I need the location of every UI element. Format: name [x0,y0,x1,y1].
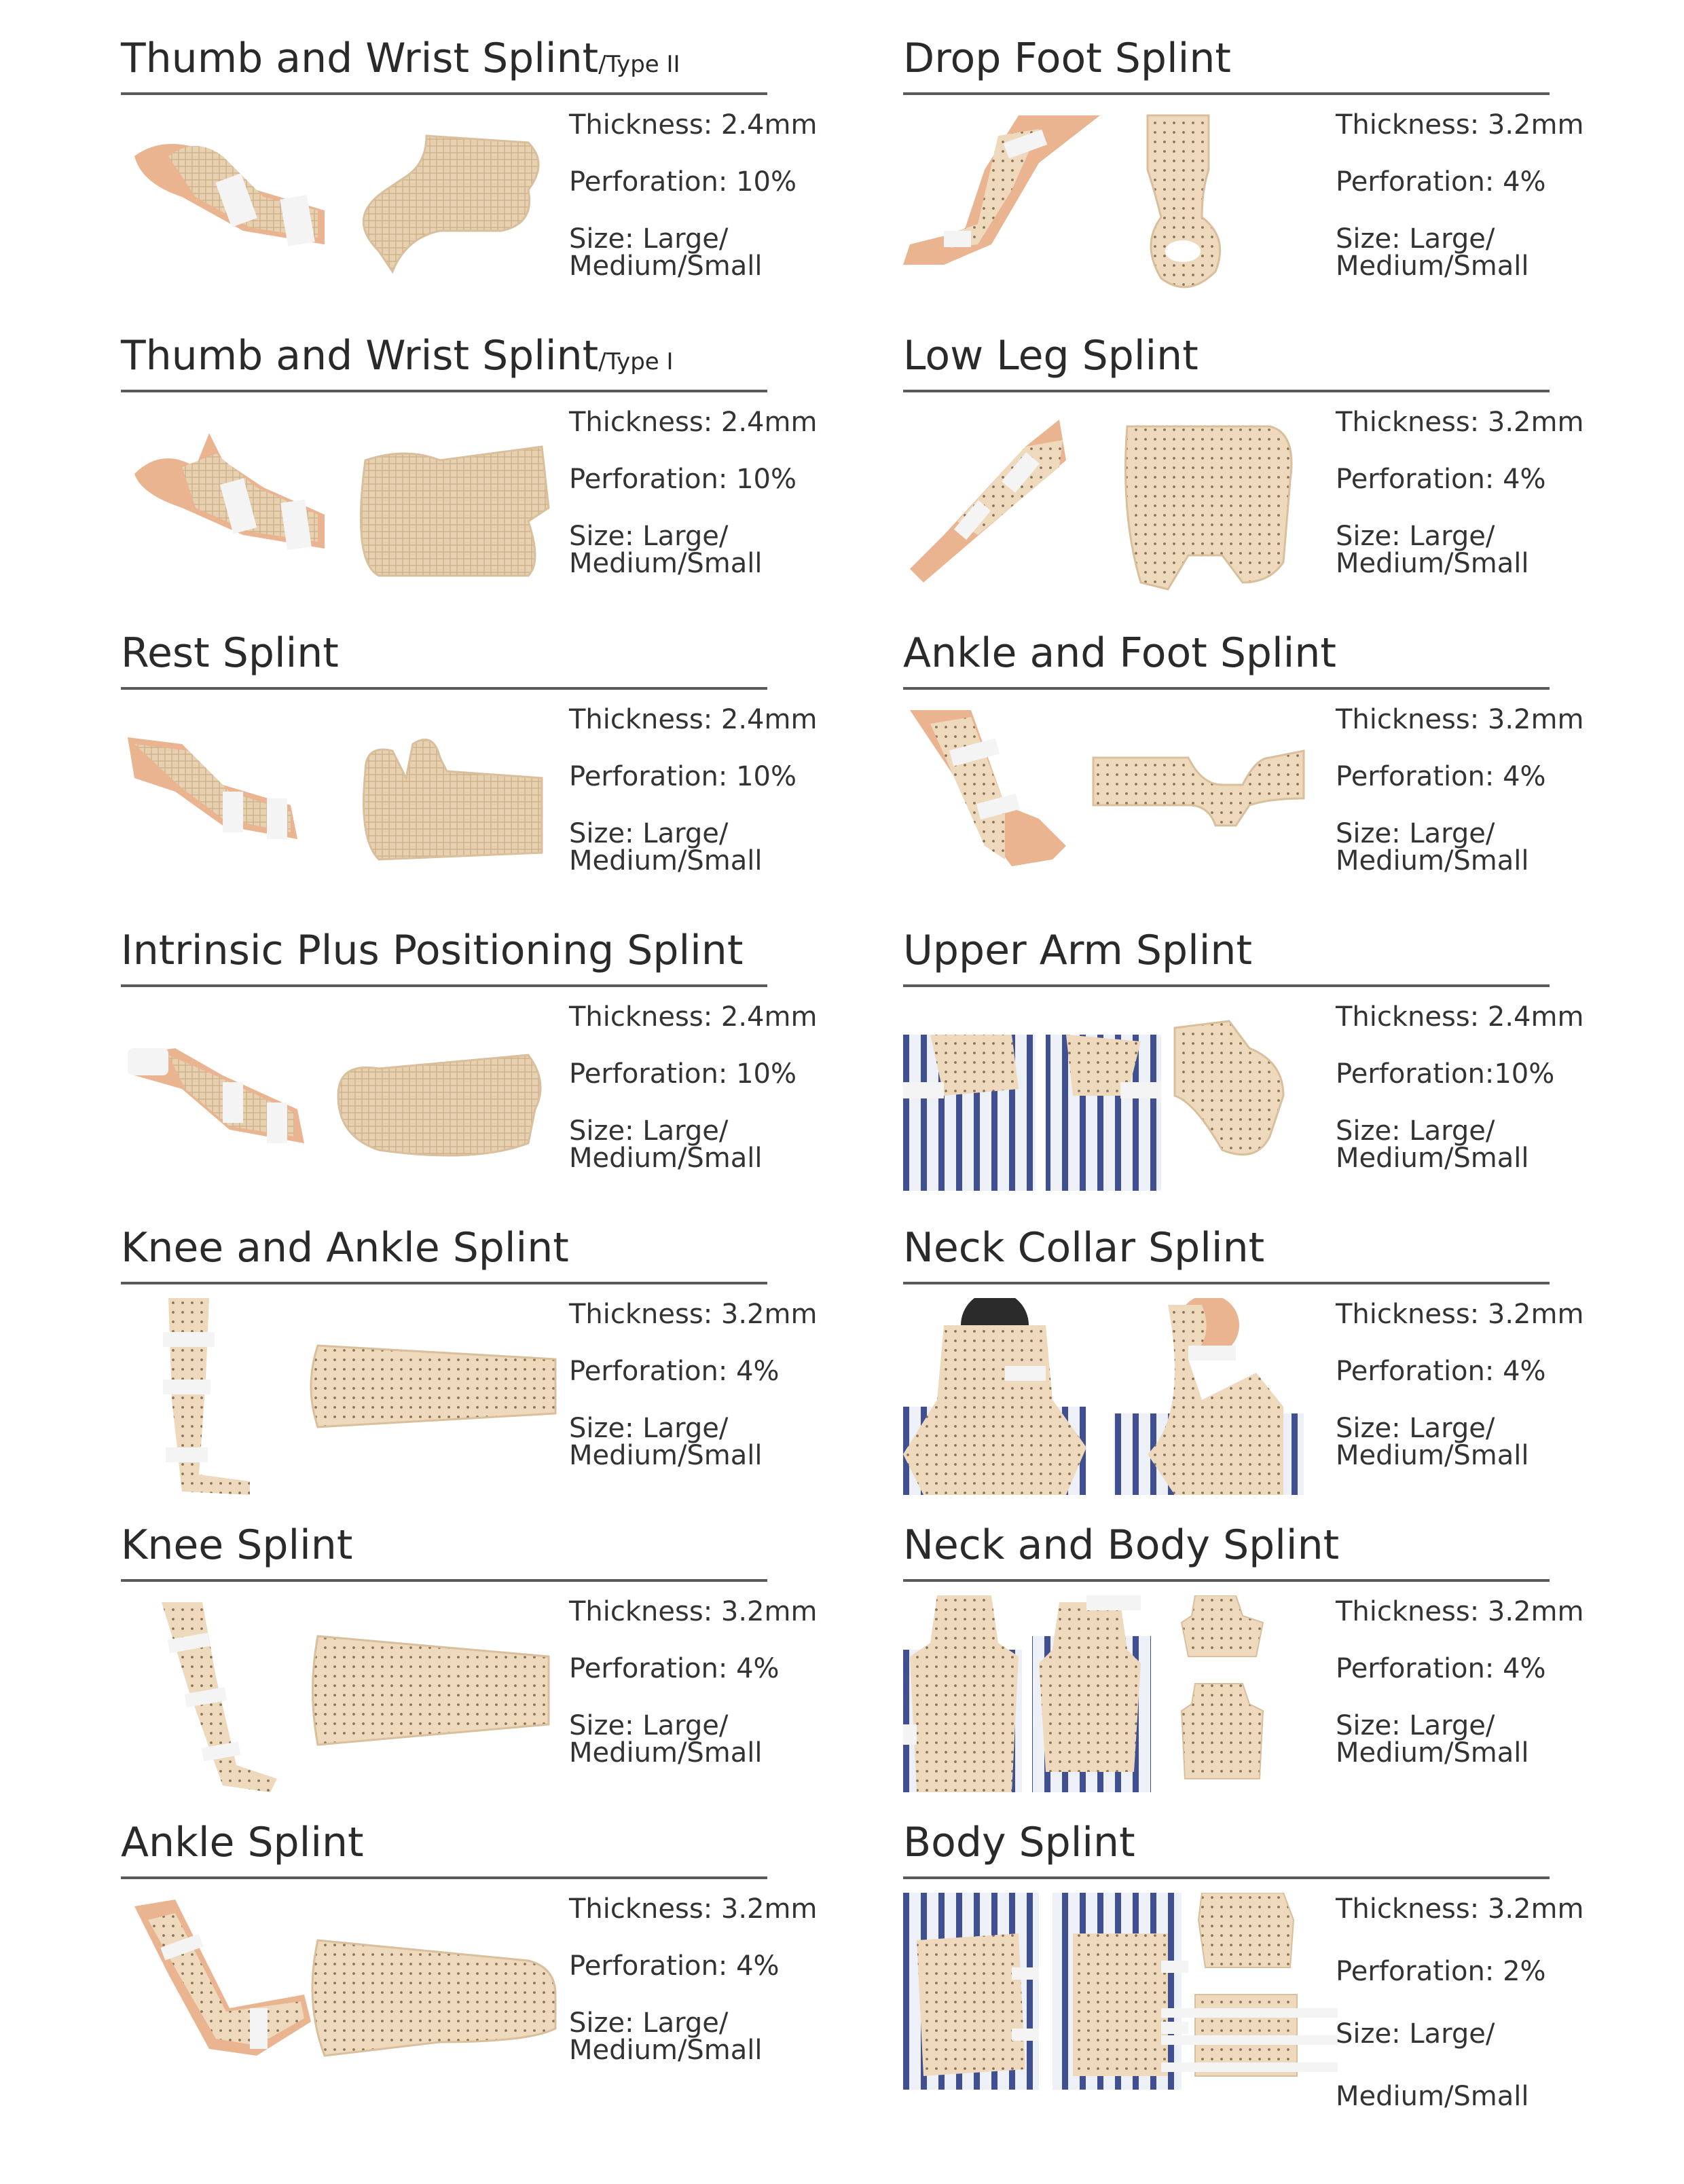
product-title: Intrinsic Plus Positioning Splint [121,927,744,974]
size-text: Size: Large/ [569,223,729,255]
perforation-text: Perforation: 10% [569,1058,797,1090]
product-image [121,1001,569,1204]
product-title: Low Leg Splint [903,332,1198,380]
perforation-text: Perforation: 4% [1336,761,1546,792]
product-card [903,926,1684,1221]
product-image [121,1893,569,2096]
product-card [121,1521,936,1815]
size-text: Size: Large/ [1336,1413,1495,1444]
product-title: Body Splint [903,1819,1135,1866]
product-image [121,1298,569,1502]
product-card [903,34,1684,329]
perforation-text: Perforation: 2% [1336,1956,1546,1987]
product-image [121,703,569,907]
size-text: Size: Large/ [1336,2018,1495,2050]
product-title: Upper Arm Splint [903,927,1252,974]
thickness-text: Thickness: 3.2mm [1336,1596,1584,1627]
size-text: Size: Large/ [1336,1115,1495,1147]
product-card [903,1818,1684,2158]
divider [903,1282,1550,1284]
perforation-text: Perforation:10% [1336,1058,1555,1090]
thickness-text: Thickness: 2.4mm [569,1001,818,1033]
product-title: Ankle Splint [121,1819,364,1866]
product-title: Ankle and Foot Splint [903,629,1336,677]
product-title: Neck and Body Splint [903,1521,1340,1569]
product-image [903,1298,1351,1502]
product-card [903,1521,1684,1815]
product-title: Thumb and Wrist Splint/Type I [121,332,674,380]
perforation-text: Perforation: 4% [569,1653,780,1684]
product-image [903,1595,1351,1799]
size-text-cont: Medium/Small [569,2035,763,2066]
divider [121,390,767,392]
perforation-text: Perforation: 10% [569,761,797,792]
product-image [121,1595,569,1799]
product-image [903,1001,1351,1204]
size-text: Size: Large/ [569,818,729,849]
divider [903,687,1550,690]
size-text-cont: Medium/Small [569,1143,763,1174]
product-image [903,1893,1351,2096]
size-text: Size: Large/ [569,1413,729,1444]
product-title: Drop Foot Splint [903,35,1231,82]
thickness-text: Thickness: 2.4mm [569,109,818,141]
perforation-text: Perforation: 4% [569,1950,780,1982]
size-text-cont: Medium/Small [1336,251,1529,282]
size-text: Size: Large/ [569,521,729,552]
size-text: Size: Large/ [569,1115,729,1147]
thickness-text: Thickness: 3.2mm [1336,704,1584,735]
product-card [121,629,936,923]
size-text-cont: Medium/Small [569,1440,763,1471]
product-card [903,331,1684,626]
perforation-text: Perforation: 10% [569,464,797,495]
divider [121,92,767,95]
product-card [121,926,936,1221]
thickness-text: Thickness: 3.2mm [569,1596,818,1627]
perforation-text: Perforation: 4% [1336,464,1546,495]
size-text-cont: Medium/Small [1336,845,1529,876]
product-card [121,34,936,329]
product-image [121,406,569,610]
product-card [121,1223,936,1518]
thickness-text: Thickness: 3.2mm [1336,109,1584,141]
thickness-text: Thickness: 2.4mm [569,704,818,735]
size-text: Size: Large/ [1336,521,1495,552]
divider [903,984,1550,987]
divider [903,1579,1550,1582]
product-title: Thumb and Wrist Splint/Type II [121,35,680,82]
divider [903,92,1550,95]
thickness-text: Thickness: 3.2mm [1336,407,1584,438]
divider [121,1282,767,1284]
product-image [903,406,1351,610]
product-card [903,629,1684,923]
perforation-text: Perforation: 4% [1336,166,1546,198]
perforation-text: Perforation: 4% [1336,1356,1546,1387]
size-text-cont: Medium/Small [1336,1143,1529,1174]
divider [121,1579,767,1582]
size-text-cont: Medium/Small [569,548,763,579]
product-card [903,1223,1684,1518]
thickness-text: Thickness: 3.2mm [569,1893,818,1925]
size-text-cont: Medium/Small [1336,548,1529,579]
divider [121,687,767,690]
product-title: Neck Collar Splint [903,1224,1265,1272]
perforation-text: Perforation: 4% [1336,1653,1546,1684]
divider [903,390,1550,392]
size-text-cont: Medium/Small [569,251,763,282]
thickness-text: Thickness: 2.4mm [1336,1001,1584,1033]
product-title: Knee Splint [121,1521,353,1569]
divider [121,1876,767,1879]
size-text-cont: Medium/Small [1336,1440,1529,1471]
size-text: Size: Large/ [1336,1710,1495,1741]
size-text: Size: Large/ [1336,223,1495,255]
product-card [121,1818,936,2113]
size-text-cont: Medium/Small [1336,2081,1529,2112]
perforation-text: Perforation: 10% [569,166,797,198]
size-text: Size: Large/ [1336,818,1495,849]
divider [903,1876,1550,1879]
product-image [121,109,569,312]
thickness-text: Thickness: 3.2mm [1336,1893,1584,1925]
perforation-text: Perforation: 4% [569,1356,780,1387]
divider [121,984,767,987]
size-text-cont: Medium/Small [569,845,763,876]
product-title: Rest Splint [121,629,339,677]
size-text: Size: Large/ [569,2007,729,2039]
product-image [903,109,1351,312]
product-image [903,703,1351,907]
thickness-text: Thickness: 3.2mm [569,1299,818,1330]
size-text-cont: Medium/Small [569,1737,763,1769]
size-text: Size: Large/ [569,1710,729,1741]
product-card [121,331,936,626]
product-title: Knee and Ankle Splint [121,1224,569,1272]
thickness-text: Thickness: 3.2mm [1336,1299,1584,1330]
size-text-cont: Medium/Small [1336,1737,1529,1769]
thickness-text: Thickness: 2.4mm [569,407,818,438]
